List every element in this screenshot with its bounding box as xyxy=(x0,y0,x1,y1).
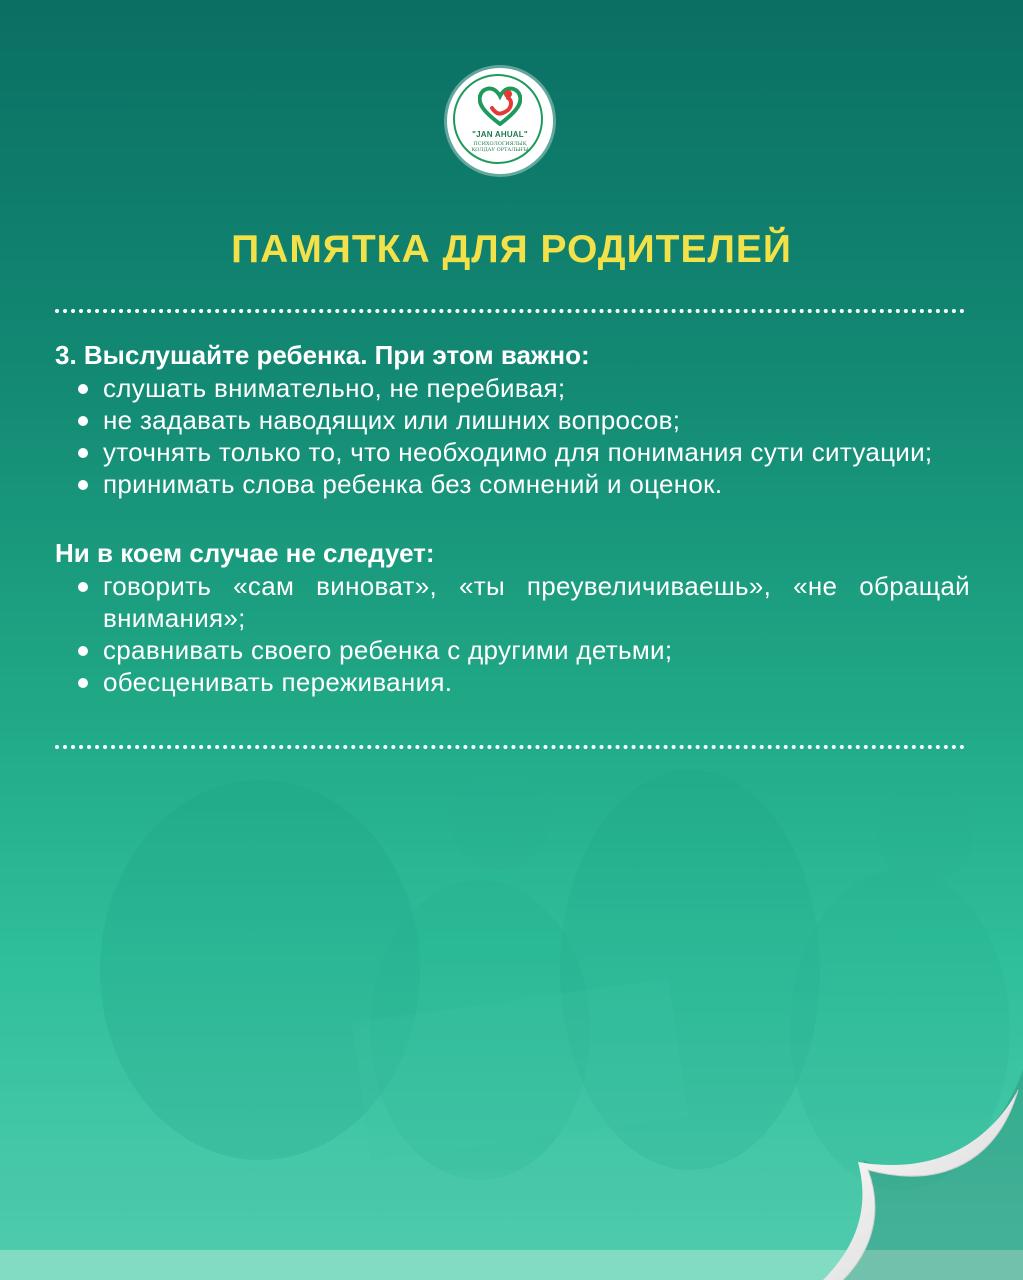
memo-content xyxy=(55,338,970,698)
heart-logo-icon xyxy=(478,86,522,126)
section2-list xyxy=(55,570,970,698)
list-item xyxy=(55,436,970,468)
list-item-text: не задавать наводящих или лишних вопросов; xyxy=(103,405,681,435)
list-item xyxy=(55,468,970,500)
section1-list xyxy=(55,372,970,500)
bullet-icon xyxy=(78,480,88,490)
bullet-icon xyxy=(78,646,88,656)
section2 xyxy=(55,536,970,698)
bullet-icon xyxy=(78,678,88,688)
list-item xyxy=(55,634,970,666)
list-item-text: сравнивать своего ребенка с другими детьми; xyxy=(103,635,673,665)
bullet-icon xyxy=(78,384,88,394)
logo-name: "JAN AHUAL" xyxy=(472,130,528,139)
dotted-divider-top xyxy=(55,309,965,313)
bullet-icon xyxy=(78,448,88,458)
dotted-divider-bottom xyxy=(55,745,965,749)
list-item xyxy=(55,372,970,404)
list-item-text: обесценивать переживания. xyxy=(103,667,453,697)
section1-heading: 3. Выслушайте ребенка. При этом важно: xyxy=(55,340,590,370)
list-item xyxy=(55,666,970,698)
list-item-text: говорить «сам виноват», «ты преувеличиваешь», «не обращай внимания»; xyxy=(103,571,970,633)
bullet-icon xyxy=(78,582,88,592)
list-item xyxy=(55,570,970,634)
bullet-icon xyxy=(78,416,88,426)
page-title: ПАМЯТКА ДЛЯ РОДИТЕЛЕЙ xyxy=(231,228,792,271)
list-item-text: уточнять только то, что необходимо для понимания сути ситуации; xyxy=(103,437,933,467)
page-curl-icon xyxy=(823,1050,1023,1280)
section2-heading: Ни в коем случае не следует: xyxy=(55,538,435,568)
logo-subtitle-line2: ҚОЛДАУ ОРТАЛЫҒЫ xyxy=(471,147,529,153)
jan-ahual-logo xyxy=(447,68,553,174)
list-item-text: слушать внимательно, не перебивая; xyxy=(103,373,566,403)
list-item-text: принимать слова ребенка без сомнений и оценок. xyxy=(103,469,723,499)
list-item xyxy=(55,404,970,436)
logo-subtitle-line1: ПСИХОЛОГИЯЛЫҚ xyxy=(473,141,527,147)
